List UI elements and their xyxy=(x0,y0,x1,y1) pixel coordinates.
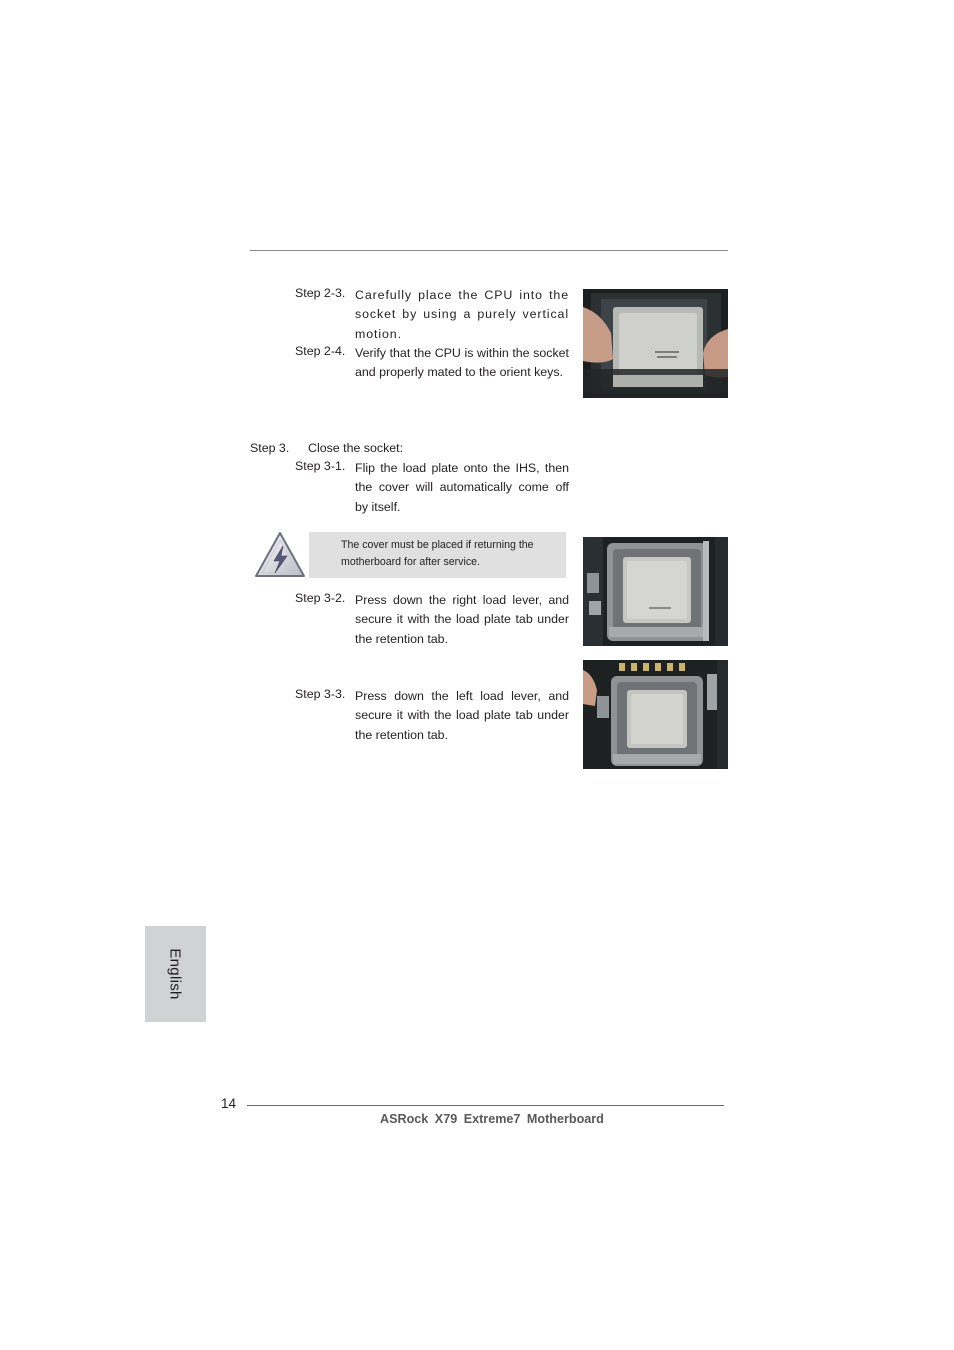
step-3-3 xyxy=(295,687,569,745)
step-3-2 xyxy=(295,591,569,649)
step-text: Press down the right load lever, and secure it with the load plate tab under the retention tab. xyxy=(355,593,569,646)
step-label: Step 3-3. xyxy=(295,687,346,701)
step-2-3 xyxy=(295,286,569,344)
page-number: 14 xyxy=(221,1096,237,1111)
footer-product: ASRock X79 Extreme7 Motherboard xyxy=(380,1112,604,1126)
photo-cpu-placement xyxy=(583,289,728,398)
step-text: Flip the load plate onto the IHS, then the cover will automatically come off by itself. xyxy=(355,461,569,514)
right-lever-image xyxy=(583,537,728,646)
cpu-placement-image xyxy=(583,289,728,398)
step-2-4 xyxy=(295,344,569,383)
step-3-1 xyxy=(295,459,569,517)
warning-lightning-icon xyxy=(253,530,307,580)
step-label: Step 3. xyxy=(250,441,290,455)
footer-divider xyxy=(247,1105,724,1106)
step-text: Carefully place the CPU into the socket by using a purely vertical motion. xyxy=(355,288,569,341)
step-3 xyxy=(250,441,524,455)
note-box xyxy=(309,532,566,578)
step-label: Step 3-2. xyxy=(295,591,346,605)
step-text: Verify that the CPU is within the socket and properly mated to the orient keys. xyxy=(355,346,569,380)
language-side-tab xyxy=(145,926,206,1022)
step-label: Step 3-1. xyxy=(295,459,346,473)
left-lever-image xyxy=(583,660,728,769)
language-label: English xyxy=(166,948,184,1000)
top-divider xyxy=(250,250,728,251)
step-text: Press down the left load lever, and secure it with the load plate tab under the retention tab. xyxy=(355,689,569,742)
step-label: Step 2-3. xyxy=(295,286,346,300)
photo-right-lever xyxy=(583,537,728,646)
step-text: Close the socket: xyxy=(308,441,404,455)
step-label: Step 2-4. xyxy=(295,344,346,358)
note-text: The cover must be placed if returning the motherboard for after service. xyxy=(341,539,534,568)
photo-left-lever xyxy=(583,660,728,769)
